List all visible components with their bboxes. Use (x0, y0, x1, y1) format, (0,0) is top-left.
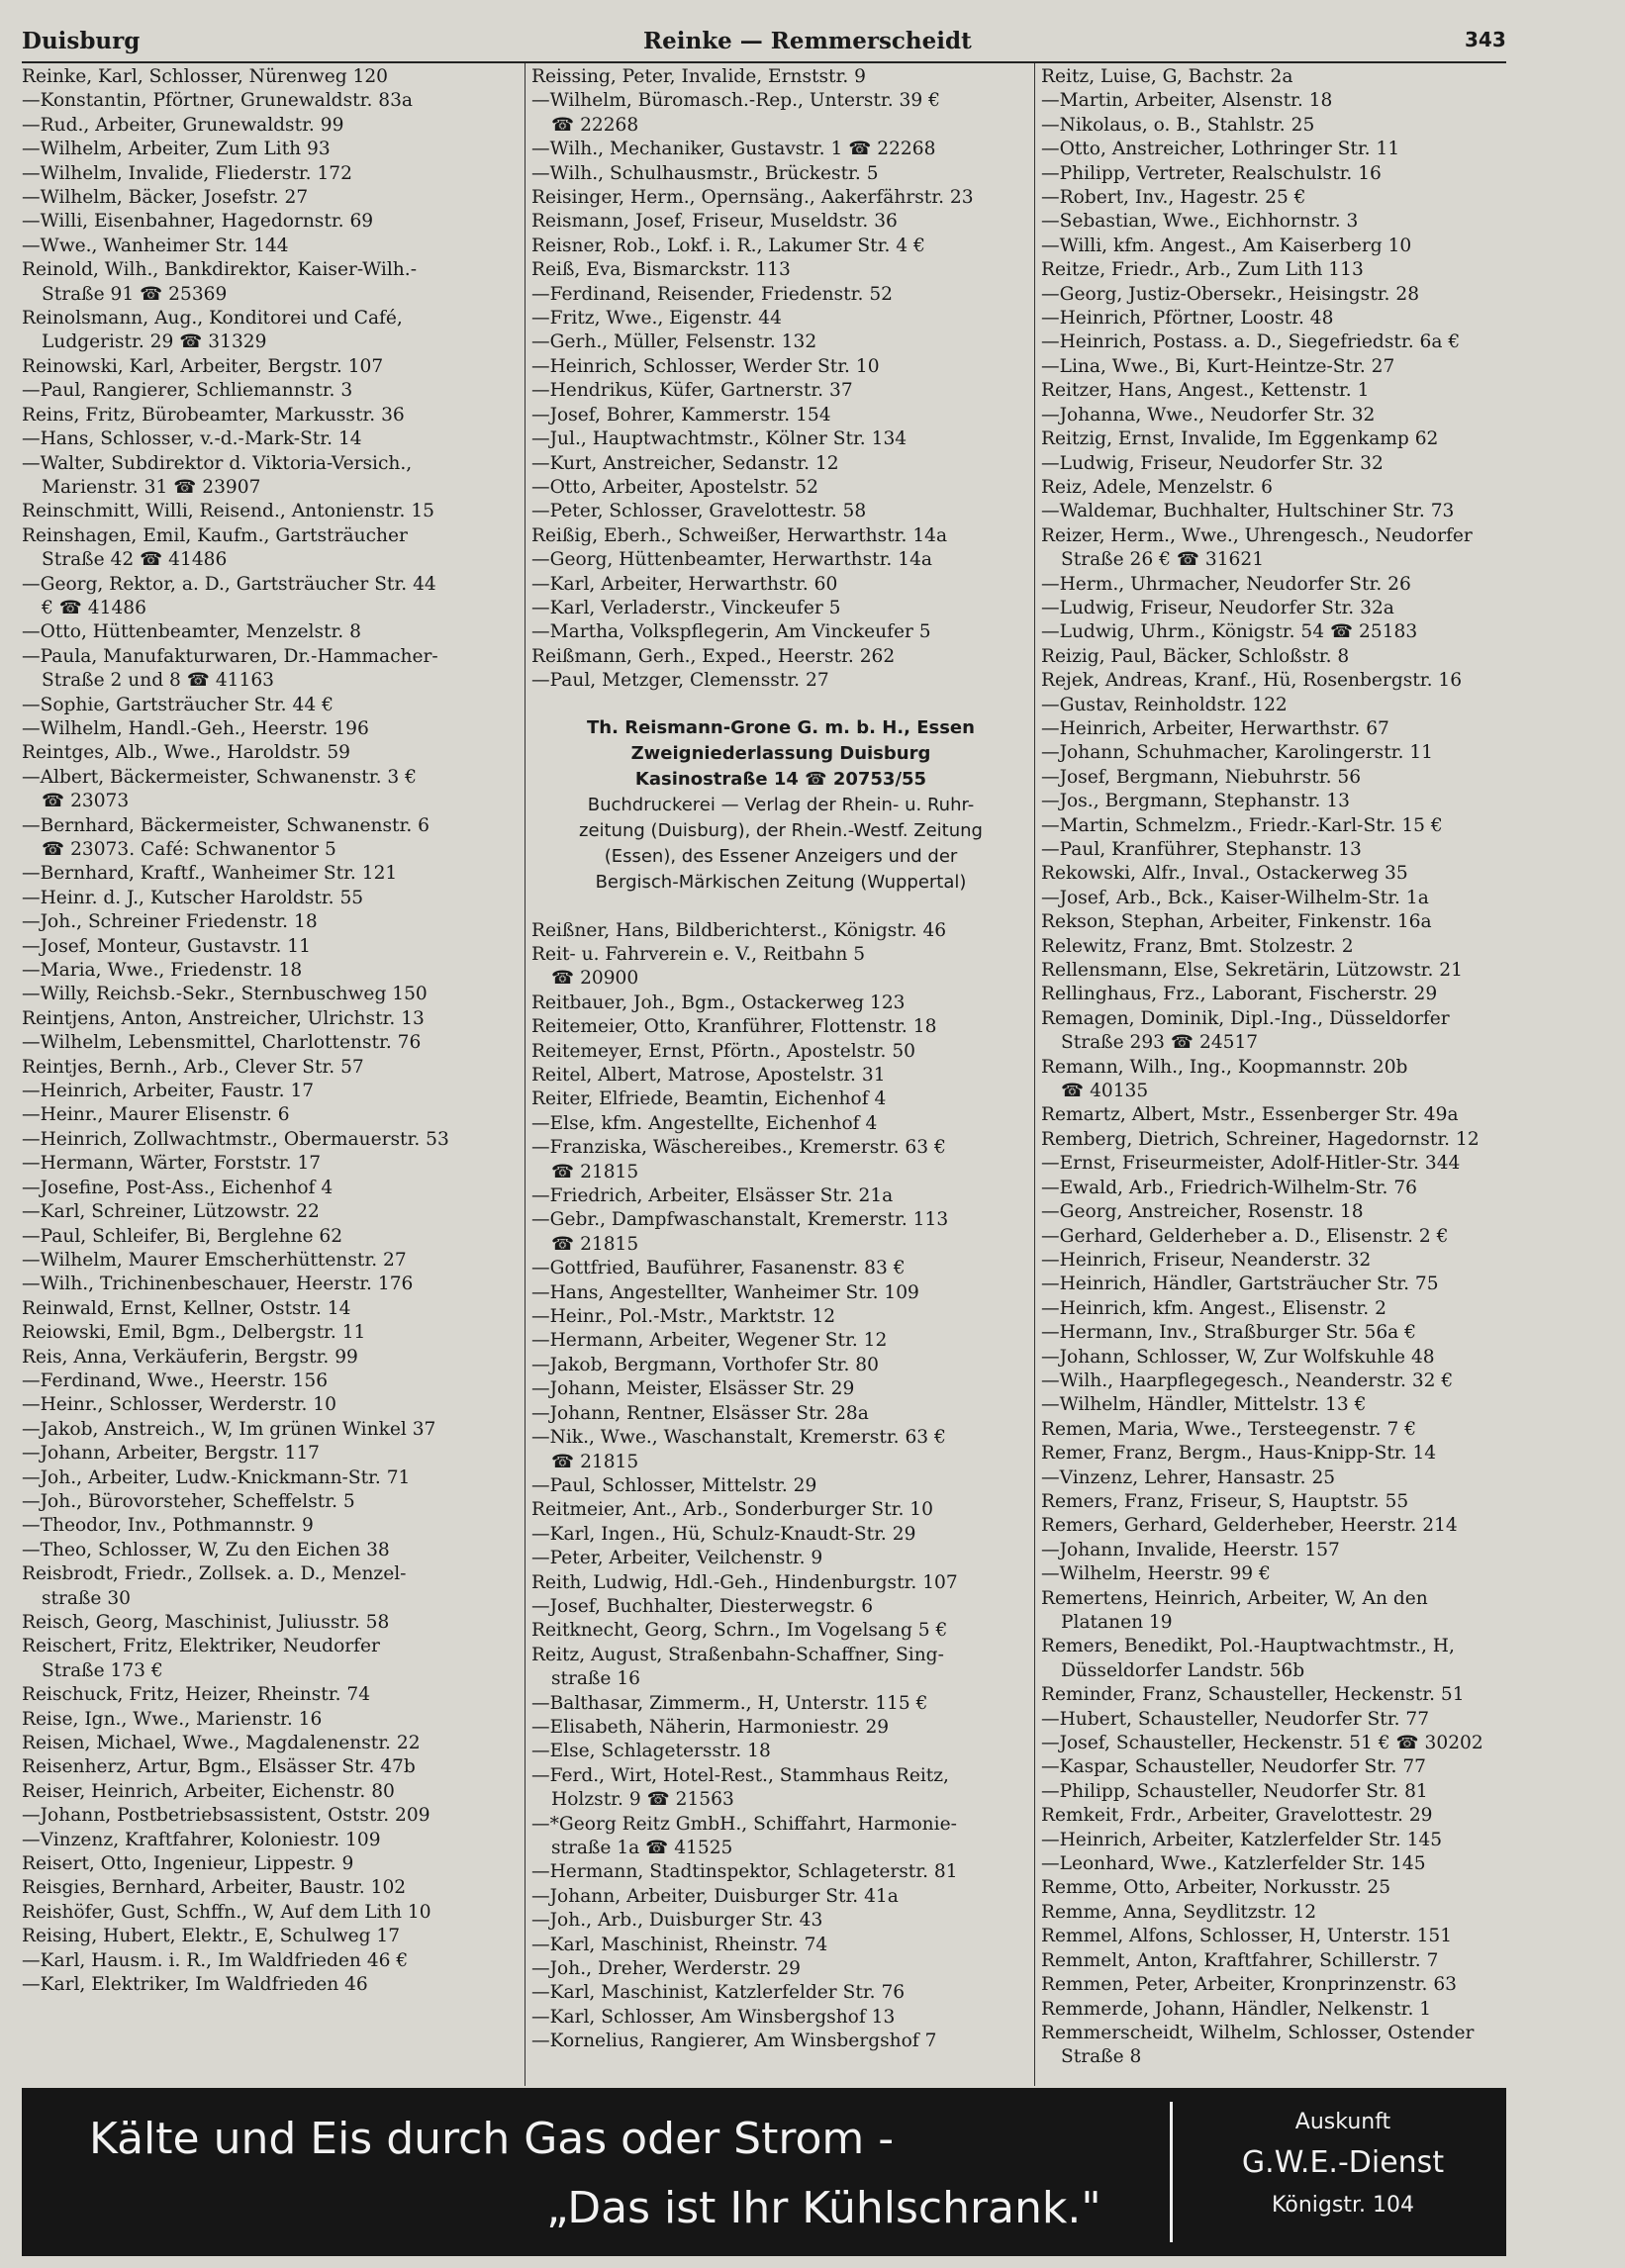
directory-entry-line: —Karl, Ingen., Hü, Schulz-Knaudt-Str. 29 (531, 1523, 916, 1545)
directory-entry-line: —Heinr. d. J., Kutscher Haroldstr. 55 (22, 887, 364, 908)
directory-entry-line: Reitemeyer, Ernst, Pförtn., Apostelstr. 50 (531, 1040, 915, 1062)
directory-entry-line: Reinschmitt, Willi, Reisend., Antonienstr. 15 (22, 501, 435, 522)
directory-entry-line: Reinshagen, Emil, Kaufm., Gartsträucher (22, 524, 408, 546)
directory-entry-line: —Otto, Hüttenbeamter, Menzelstr. 8 (22, 621, 361, 643)
directory-entry-line: —Philipp, Schausteller, Neudorfer Str. 81 (1041, 1780, 1428, 1802)
directory-entry-line: Reiser, Heinrich, Arbeiter, Eichenstr. 80 (22, 1780, 395, 1802)
directory-entry-line: —Kaspar, Schausteller, Neudorfer Str. 77 (1041, 1756, 1426, 1778)
directory-entry-line: Reinold, Wilh., Bankdirektor, Kaiser-Wilh.- (22, 259, 417, 281)
directory-entry-line: —Kornelius, Rangierer, Am Winsbergshof 7 (531, 2031, 937, 2052)
directory-entry-line: —Wilh., Schulhausmstr., Brückestr. 5 (531, 162, 879, 184)
directory-entry-line: —Joh., Schreiner Friedenstr. 18 (22, 911, 318, 933)
directory-entry-line: ☎ 23073 (42, 791, 130, 812)
directory-entry-line: —Nikolaus, o. B., Stahlstr. 25 (1041, 114, 1315, 136)
directory-entry-line: —Heinr., Pol.-Mstr., Marktstr. 12 (531, 1306, 836, 1328)
banner-line-2: „Das ist Ihr Kühlschrank." (546, 2183, 1101, 2233)
directory-entry-line: —Wilh., Trichinenbeschauer, Heerstr. 176 (22, 1274, 414, 1295)
directory-entry-line: ☎ 40135 (1061, 1081, 1149, 1102)
directory-entry-line: —Gottfried, Bauführer, Fasanenstr. 83 € (531, 1258, 906, 1279)
directory-entry-line: Reissing, Peter, Invalide, Ernststr. 9 (531, 66, 866, 87)
directory-entry-line: Straße 26 € ☎ 31621 (1061, 549, 1265, 571)
directory-entry-line: —Heinrich, Postass. a. D., Siegefriedstr. 6a € (1041, 331, 1461, 353)
directory-entry-line: —Maria, Wwe., Friedenstr. 18 (22, 960, 303, 982)
directory-entry-line: —Heinr., Schlosser, Werderstr. 10 (22, 1394, 336, 1416)
directory-entry-line: —Bernhard, Kraftf., Wanheimer Str. 121 (22, 863, 398, 885)
directory-entry-line: —Vinzenz, Kraftfahrer, Koloniestr. 109 (22, 1829, 381, 1850)
directory-entry-line: —Johann, Postbetriebsassistent, Oststr. 209 (22, 1805, 430, 1827)
directory-entry-line: Remberg, Dietrich, Schreiner, Hagedornstr. 12 (1041, 1128, 1480, 1150)
directory-entry-line: Remers, Benedikt, Pol.-Hauptwachtmstr., H, (1041, 1636, 1455, 1657)
directory-entry-line: Reintjens, Anton, Anstreicher, Ulrichstr. 13 (22, 1007, 425, 1029)
directory-entry-line: Reit- u. Fahrverein e. V., Reitbahn 5 (531, 943, 866, 965)
directory-entry-line: —Josef, Schausteller, Heckenstr. 51 € ☎ 30202 (1041, 1733, 1483, 1754)
directory-entry-line: Holzstr. 9 ☎ 21563 (551, 1789, 734, 1811)
directory-entry-line: —Herm., Uhrmacher, Neudorfer Str. 26 (1041, 573, 1411, 595)
directory-entry-line: —Ferd., Wirt, Hotel-Rest., Stammhaus Reitz, (531, 1764, 949, 1786)
directory-entry-line: Remers, Gerhard, Gelderheber, Heerstr. 214 (1041, 1515, 1458, 1537)
directory-entry-line: Reiter, Elfriede, Beamtin, Eichenhof 4 (531, 1088, 887, 1110)
directory-entry-line: —Walter, Subdirektor d. Viktoria-Versich., (22, 452, 413, 474)
banner-info-label: Auskunft (1294, 2110, 1391, 2134)
banner-info-service: G.W.E.-Dienst (1241, 2145, 1445, 2180)
directory-entry-line: —Ernst, Friseurmeister, Adolf-Hitler-Str. 344 (1041, 1153, 1461, 1175)
directory-entry-line: ☎ 20900 (551, 968, 639, 990)
directory-entry-line: —Georg, Anstreicher, Rosenstr. 18 (1041, 1201, 1364, 1223)
directory-entry-line: —Rud., Arbeiter, Grunewaldstr. 99 (22, 114, 344, 136)
directory-entry-line: Straße 173 € (42, 1659, 163, 1681)
directory-entry-line: Reischuck, Fritz, Heizer, Rheinstr. 74 (22, 1684, 371, 1706)
directory-entry-line: —Ludwig, Friseur, Neudorfer Str. 32 (1041, 452, 1384, 474)
page-header (22, 28, 1506, 59)
directory-entry-line: —Josef, Monteur, Gustavstr. 11 (22, 935, 311, 957)
directory-entry-line: —Ludwig, Uhrm., Königstr. 54 ☎ 25183 (1041, 621, 1418, 643)
directory-entry-line: Straße 8 (1061, 2046, 1142, 2068)
directory-entry-line: —Karl, Arbeiter, Herwarthstr. 60 (531, 573, 838, 595)
directory-entry-line: Reitze, Friedr., Arb., Zum Lith 113 (1041, 259, 1364, 281)
directory-entry-line: —Paul, Schleifer, Bi, Berglehne 62 (22, 1225, 343, 1247)
directory-entry-line: Reisbrodt, Friedr., Zollsek. a. D., Menzel- (22, 1563, 407, 1585)
directory-entry-line: Reminder, Franz, Schausteller, Heckenstr. 51 (1041, 1684, 1465, 1706)
directory-entry-line: Reischert, Fritz, Elektriker, Neudorfer (22, 1636, 380, 1657)
directory-entry-line: Reitz, Luise, G, Bachstr. 2a (1041, 66, 1293, 87)
directory-entry-line: —Karl, Maschinist, Rheinstr. 74 (531, 1934, 828, 1955)
directory-entry-line: —Johann, Arbeiter, Bergstr. 117 (22, 1443, 321, 1465)
directory-entry-line: —Karl, Schlosser, Am Winsbergshof 13 (531, 2006, 896, 2028)
directory-entry-line: Reitmeier, Ant., Arb., Sonderburger Str. 10 (531, 1499, 933, 1521)
directory-entry-line: Reismann, Josef, Friseur, Museldstr. 36 (531, 211, 898, 233)
directory-entry-line: —Paul, Metzger, Clemensstr. 27 (531, 670, 829, 692)
directory-entry-line: —Kurt, Anstreicher, Sedanstr. 12 (531, 452, 839, 474)
directory-entry-line: —Gustav, Reinholdstr. 122 (1041, 694, 1288, 715)
directory-entry-line: —Sebastian, Wwe., Eichhornstr. 3 (1041, 211, 1359, 233)
directory-entry-line: Reisch, Georg, Maschinist, Juliusstr. 58 (22, 1612, 390, 1633)
directory-entry-line: —Sophie, Gartsträucher Str. 44 € (22, 694, 334, 715)
directory-entry-line: —Fritz, Wwe., Eigenstr. 44 (531, 308, 782, 330)
directory-entry-line: —Joh., Arb., Duisburger Str. 43 (531, 1910, 823, 1932)
directory-entry-line: —Theodor, Inv., Pothmannstr. 9 (22, 1515, 314, 1537)
advertisement-banner (22, 2088, 1506, 2256)
column-2 (531, 65, 1030, 2084)
directory-entry-line: —Philipp, Vertreter, Realschulstr. 16 (1041, 162, 1382, 184)
directory-entry-line: straße 30 (42, 1587, 131, 1609)
directory-entry-line: —Martin, Arbeiter, Alsenstr. 18 (1041, 90, 1333, 112)
ad-line-5: zeitung (Duisburg), der Rhein.-Westf. Zeitung (579, 819, 983, 841)
directory-entry-line: —Waldemar, Buchhalter, Hultschiner Str. 73 (1041, 501, 1455, 522)
directory-entry-line: —Johann, Schuhmacher, Karolingerstr. 11 (1041, 742, 1433, 764)
directory-entry-line: Remmen, Peter, Arbeiter, Kronprinzenstr. 63 (1041, 1974, 1457, 1996)
directory-entry-line: —Karl, Elektriker, Im Waldfrieden 46 (22, 1974, 368, 1996)
directory-entry-line: —Heinrich, Arbeiter, Katzlerfelder Str. 145 (1041, 1829, 1443, 1850)
header-city: Duisburg (22, 28, 141, 54)
directory-entry-line: Remme, Anna, Seydlitzstr. 12 (1041, 1901, 1317, 1923)
directory-entry-line: —Wilh., Haarpflegegesch., Neanderstr. 32 € (1041, 1370, 1454, 1391)
directory-entry-line: Reizig, Paul, Bäcker, Schloßstr. 8 (1041, 645, 1350, 667)
directory-entry-line: —Franziska, Wäschereibes., Kremerstr. 63 € (531, 1137, 946, 1159)
directory-entry-line: —Theo, Schlosser, W, Zu den Eichen 38 (22, 1539, 390, 1560)
page-number: 343 (1465, 28, 1506, 51)
directory-entry-line: Reising, Hubert, Elektr., E, Schulweg 17 (22, 1926, 401, 1947)
directory-entry-line: —Josef, Arb., Bck., Kaiser-Wilhelm-Str. 1a (1041, 887, 1429, 908)
directory-entry-line: Remmerscheidt, Wilhelm, Schlosser, Ostender (1041, 2022, 1475, 2043)
directory-entry-line: Remann, Wilh., Ing., Koopmannstr. 20b (1041, 1056, 1408, 1078)
directory-entry-line: —Wilh., Mechaniker, Gustavstr. 1 ☎ 22268 (531, 139, 936, 160)
directory-entry-line: —Willi, kfm. Angest., Am Kaiserberg 10 (1041, 235, 1412, 256)
directory-entry-line: Reitel, Albert, Matrose, Apostelstr. 31 (531, 1065, 886, 1086)
directory-entry-line: —Paula, Manufakturwaren, Dr.-Hammacher- (22, 645, 438, 667)
directory-entry-line: —Ferdinand, Reisender, Friedenstr. 52 (531, 283, 893, 305)
directory-entry-line: Reis, Anna, Verkäuferin, Bergstr. 99 (22, 1346, 358, 1368)
directory-entry-line: —Johanna, Wwe., Neudorfer Str. 32 (1041, 404, 1376, 425)
directory-entry-line: —Johann, Meister, Elsässer Str. 29 (531, 1378, 855, 1400)
directory-entry-line: —Gebr., Dampfwaschanstalt, Kremerstr. 113 (531, 1209, 949, 1231)
directory-entry-line: —Georg, Justiz-Obersekr., Heisingstr. 28 (1041, 283, 1420, 305)
directory-entry-line: —Josef, Bohrer, Kammerstr. 154 (531, 404, 831, 425)
directory-entry-line: —Heinrich, Schlosser, Werder Str. 10 (531, 355, 880, 377)
directory-entry-line: —Nik., Wwe., Waschanstalt, Kremerstr. 63 € (531, 1427, 946, 1449)
directory-entry-line: Reisert, Otto, Ingenieur, Lippestr. 9 (22, 1853, 354, 1875)
directory-entry-line: € ☎ 41486 (42, 597, 146, 618)
directory-entry-line: Remen, Maria, Wwe., Tersteegenstr. 7 € (1041, 1418, 1417, 1440)
directory-entry-line: —Otto, Anstreicher, Lothringer Str. 11 (1041, 139, 1400, 160)
directory-entry-line: Reitknecht, Georg, Schrn., Im Vogelsang 5 € (531, 1620, 948, 1642)
directory-entry-line: —Heinrich, Pförtner, Loostr. 48 (1041, 308, 1334, 330)
directory-entry-line: —Wilhelm, Arbeiter, Zum Lith 93 (22, 139, 331, 160)
directory-entry-line: Straße 2 und 8 ☎ 41163 (42, 670, 274, 692)
directory-entry-line: Rellensmann, Else, Sekretärin, Lützowstr. 21 (1041, 960, 1463, 982)
directory-entry-line: Reintges, Alb., Wwe., Haroldstr. 59 (22, 742, 351, 764)
directory-entry-line: Reinowski, Karl, Arbeiter, Bergstr. 107 (22, 355, 384, 377)
directory-entry-line: —Georg, Rektor, a. D., Gartsträucher Str. 44 (22, 573, 436, 595)
directory-entry-line: —Gerh., Müller, Felsenstr. 132 (531, 331, 817, 353)
directory-entry-line: —Elisabeth, Näherin, Harmoniestr. 29 (531, 1716, 890, 1738)
directory-entry-line: —Leonhard, Wwe., Katzlerfelder Str. 145 (1041, 1853, 1426, 1875)
directory-entry-line: —Ewald, Arb., Friedrich-Wilhelm-Str. 76 (1041, 1177, 1417, 1198)
directory-entry-line: —Paul, Kranführer, Stephanstr. 13 (1041, 839, 1362, 860)
directory-entry-line: Reisenherz, Artur, Bgm., Elsässer Str. 47b (22, 1756, 416, 1778)
directory-entry-line: ☎ 22268 (551, 114, 639, 136)
directory-entry-line: —Wilhelm, Handl.-Geh., Heerstr. 196 (22, 717, 369, 739)
directory-entry-line: —Karl, Schreiner, Lützowstr. 22 (22, 1201, 320, 1223)
directory-entry-line: Reiß, Eva, Bismarckstr. 113 (531, 259, 791, 281)
directory-entry-line: —Ferdinand, Wwe., Heerstr. 156 (22, 1370, 329, 1391)
directory-entry-line: Straße 91 ☎ 25369 (42, 283, 228, 305)
directory-entry-line: —Karl, Hausm. i. R., Im Waldfrieden 46 € (22, 1949, 409, 1971)
directory-entry-line: Reishöfer, Gust, Schffn., W, Auf dem Lith 10 (22, 1901, 431, 1923)
directory-entry-line: Reiz, Adele, Menzelstr. 6 (1041, 476, 1273, 498)
directory-entry-line: Relewitz, Franz, Bmt. Stolzestr. 2 (1041, 935, 1354, 957)
directory-entry-line: Reitzer, Hans, Angest., Kettenstr. 1 (1041, 380, 1370, 402)
directory-entry-line: —Vinzenz, Lehrer, Hansastr. 25 (1041, 1466, 1336, 1488)
directory-entry-line: —Balthasar, Zimmerm., H, Unterstr. 115 € (531, 1692, 928, 1714)
directory-entry-line: —Karl, Maschinist, Katzlerfelder Str. 76 (531, 1982, 906, 2004)
column-1 (22, 65, 521, 2084)
ad-line-7: Bergisch-Märkischen Zeitung (Wuppertal) (595, 871, 967, 893)
directory-entry-line: Reinwald, Ernst, Kellner, Oststr. 14 (22, 1297, 351, 1319)
banner-main (22, 2088, 1167, 2256)
directory-entry-line: —Hermann, Arbeiter, Wegener Str. 12 (531, 1330, 888, 1352)
directory-entry-line: Straße 42 ☎ 41486 (42, 549, 228, 571)
directory-entry-line: —Martha, Volkspflegerin, Am Vinckeufer 5 (531, 621, 931, 643)
directory-entry-line: —Hendrikus, Küfer, Gartnerstr. 37 (531, 380, 853, 402)
directory-entry-line: —Konstantin, Pförtner, Grunewaldstr. 83a (22, 90, 414, 112)
directory-entry-line: —Joh., Bürovorsteher, Scheffelstr. 5 (22, 1490, 355, 1512)
directory-entry-line: —Heinrich, Arbeiter, Faustr. 17 (22, 1081, 315, 1102)
directory-entry-line: —Johann, Arbeiter, Duisburger Str. 41a (531, 1885, 899, 1907)
directory-entry-line: —Willi, Eisenbahner, Hagedornstr. 69 (22, 211, 374, 233)
directory-entry-line: Ludgeristr. 29 ☎ 31329 (42, 331, 267, 353)
header-rule (22, 61, 1506, 63)
column-3 (1041, 65, 1540, 2084)
directory-entry-line: Düsseldorfer Landstr. 56b (1061, 1659, 1305, 1681)
directory-entry-line: Remers, Franz, Friseur, S, Hauptstr. 55 (1041, 1490, 1409, 1512)
directory-entry-line: Rellinghaus, Frz., Laborant, Fischerstr. 29 (1041, 984, 1438, 1005)
directory-entry-line: Reinolsmann, Aug., Konditorei und Café, (22, 308, 403, 330)
banner-divider (1170, 2102, 1173, 2242)
directory-entry-line: —Hans, Angestellter, Wanheimer Str. 109 (531, 1281, 919, 1303)
ad-line-3: Kasinostraße 14 ☎ 20753/55 (634, 768, 927, 790)
directory-entry-line: Remmel, Alfons, Schlosser, H, Unterstr. 151 (1041, 1926, 1453, 1947)
directory-entry-line: —Heinr., Maurer Elisenstr. 6 (22, 1104, 290, 1126)
directory-entry-line: —Hans, Schlosser, v.-d.-Mark-Str. 14 (22, 428, 362, 450)
banner-info (1180, 2088, 1506, 2256)
directory-entry-line: Reißig, Eberh., Schweißer, Herwarthstr. 14a (531, 524, 948, 546)
directory-entry-line: —Johann, Rentner, Elsässer Str. 28a (531, 1402, 869, 1424)
ad-line-2: Zweigniederlassung Duisburg (630, 742, 931, 764)
directory-entry-line: —Heinrich, Händler, Gartsträucher Str. 75 (1041, 1274, 1439, 1295)
directory-entry-line: —Hermann, Wärter, Forststr. 17 (22, 1153, 322, 1175)
directory-entry-line: Rejek, Andreas, Kranf., Hü, Rosenbergstr. 16 (1041, 670, 1463, 692)
directory-entry-line: Reinke, Karl, Schlosser, Nürenweg 120 (22, 66, 389, 87)
directory-entry-line: —Georg, Hüttenbeamter, Herwarthstr. 14a (531, 549, 933, 571)
directory-entry-line: —Karl, Verladerstr., Vinckeufer 5 (531, 597, 841, 618)
directory-entry-line: —Bernhard, Bäckermeister, Schwanenstr. 6 (22, 814, 430, 836)
directory-entry-line: Reisgies, Bernhard, Arbeiter, Baustr. 102 (22, 1877, 407, 1899)
directory-entry-line: straße 1a ☎ 41525 (551, 1838, 733, 1858)
directory-entry-line: Reisen, Michael, Wwe., Magdalenenstr. 22 (22, 1733, 421, 1754)
directory-entry-line: Reisner, Rob., Lokf. i. R., Lakumer Str. 4 € (531, 235, 925, 256)
directory-entry-line: Reins, Fritz, Bürobeamter, Markusstr. 36 (22, 404, 405, 425)
directory-entry-line: —Jakob, Bergmann, Vorthofer Str. 80 (531, 1354, 879, 1375)
directory-entry-line: —Peter, Schlosser, Gravelottestr. 58 (531, 501, 867, 522)
directory-entry-line: —Ludwig, Friseur, Neudorfer Str. 32a (1041, 597, 1394, 618)
directory-entry-line: Reitzig, Ernst, Invalide, Im Eggenkamp 62 (1041, 428, 1439, 450)
directory-entry-line: —Albert, Bäckermeister, Schwanenstr. 3 € (22, 766, 417, 788)
directory-entry-line: —Jul., Hauptwachtmstr., Kölner Str. 134 (531, 428, 908, 450)
directory-entry-line: —Wilhelm, Bäcker, Josefstr. 27 (22, 187, 309, 209)
directory-entry-line: Reiowski, Emil, Bgm., Delbergstr. 11 (22, 1322, 366, 1344)
directory-entry-line: Remmelt, Anton, Kraftfahrer, Schillerstr. 7 (1041, 1949, 1439, 1971)
directory-entry-line: —Heinrich, kfm. Angest., Elisenstr. 2 (1041, 1297, 1386, 1319)
banner-line-1: Kälte und Eis durch Gas oder Strom - (89, 2114, 895, 2164)
directory-entry-line: —Wwe., Wanheimer Str. 144 (22, 235, 289, 256)
directory-entry-line: Reintjes, Bernh., Arb., Clever Str. 57 (22, 1056, 364, 1078)
directory-entry-line: Reise, Ign., Wwe., Marienstr. 16 (22, 1708, 323, 1730)
directory-entry-line: —Hubert, Schausteller, Neudorfer Str. 77 (1041, 1708, 1430, 1730)
directory-entry-line: —Wilhelm, Händler, Mittelstr. 13 € (1041, 1394, 1367, 1416)
directory-entry-line: —Else, Schlagetersstr. 18 (531, 1741, 771, 1762)
directory-entry-line: —Gerhard, Gelderheber a. D., Elisenstr. 2 € (1041, 1225, 1449, 1247)
directory-entry-line: Straße 293 ☎ 24517 (1061, 1032, 1259, 1054)
directory-entry-line: Reitz, August, Straßenbahn-Schaffner, Sing- (531, 1644, 944, 1665)
directory-entry-line: straße 16 (551, 1668, 640, 1690)
directory-entry-line: Reitbauer, Joh., Bgm., Ostackerweg 123 (531, 992, 906, 1013)
header-name-range: Reinke — Remmerscheidt (643, 28, 972, 54)
ad-line-6: (Essen), des Essener Anzeigers und der (604, 845, 958, 867)
directory-entry-line: Reizer, Herm., Wwe., Uhrengesch., Neudorfer (1041, 524, 1473, 546)
ad-line-1: Th. Reismann-Grone G. m. b. H., Essen (587, 716, 975, 738)
directory-entry-line: —Hermann, Inv., Straßburger Str. 56a € (1041, 1322, 1416, 1344)
directory-entry-line: —Heinrich, Arbeiter, Herwarthstr. 67 (1041, 717, 1389, 739)
directory-entry-line: —Wilhelm, Maurer Emscherhüttenstr. 27 (22, 1249, 407, 1271)
column-divider (525, 63, 526, 2086)
directory-entry-line: —Johann, Invalide, Heerstr. 157 (1041, 1539, 1340, 1560)
ad-line-4: Buchdruckerei — Verlag der Rhein- u. Ruhr- (587, 794, 975, 815)
directory-entry-line: —Hermann, Stadtinspektor, Schlageterstr. 81 (531, 1861, 958, 1883)
banner-info-address: Königstr. 104 (1272, 2193, 1414, 2218)
directory-entry-line: Remagen, Dominik, Dipl.-Ing., Düsseldorfer (1041, 1007, 1450, 1029)
column-divider (1034, 63, 1035, 2086)
directory-entry-line: Remertens, Heinrich, Arbeiter, W, An den (1041, 1587, 1428, 1609)
directory-entry-line: Rekowski, Alfr., Inval., Ostackerweg 35 (1041, 863, 1408, 885)
directory-entry-line: —Johann, Schlosser, W, Zur Wolfskuhle 48 (1041, 1346, 1435, 1368)
directory-entry-line: Remmerde, Johann, Händler, Nelkenstr. 1 (1041, 1998, 1432, 2020)
directory-entry-line: ☎ 21815 (551, 1451, 639, 1472)
directory-entry-line: —Joh., Dreher, Werderstr. 29 (531, 1958, 802, 1980)
directory-entry-line: —Jos., Bergmann, Stephanstr. 13 (1041, 791, 1350, 812)
directory-entry-line: —*Georg Reitz GmbH., Schiffahrt, Harmonie- (531, 1813, 957, 1835)
directory-entry-line: Rekson, Stephan, Arbeiter, Finkenstr. 16a (1041, 911, 1432, 933)
directory-entry-line: Reißner, Hans, Bildberichterst., Königstr. 46 (531, 919, 947, 941)
directory-entry-line: —Heinrich, Zollwachtmstr., Obermauerstr. 53 (22, 1128, 449, 1150)
directory-entry-line: —Peter, Arbeiter, Veilchenstr. 9 (531, 1548, 823, 1569)
directory-entry-line: Remer, Franz, Bergm., Haus-Knipp-Str. 14 (1041, 1443, 1437, 1465)
directory-entry-line: —Martin, Schmelzm., Friedr.-Karl-Str. 15 € (1041, 814, 1443, 836)
directory-entry-line: —Friedrich, Arbeiter, Elsässer Str. 21a (531, 1185, 894, 1207)
directory-entry-line: —Paul, Schlosser, Mittelstr. 29 (531, 1474, 817, 1496)
directory-entry-line: —Robert, Inv., Hagestr. 25 € (1041, 187, 1306, 209)
directory-entry-line: ☎ 21815 (551, 1233, 639, 1255)
directory-entry-line: —Josef, Buchhalter, Diesterwegstr. 6 (531, 1595, 874, 1617)
directory-entry-line: —Wilhelm, Lebensmittel, Charlottenstr. 76 (22, 1032, 422, 1054)
directory-entry-line: Marienstr. 31 ☎ 23907 (42, 476, 261, 498)
advertisement-box (531, 715, 1030, 896)
directory-entry-line: —Jakob, Anstreich., W, Im grünen Winkel 37 (22, 1418, 436, 1440)
directory-entry-line: —Josef, Bergmann, Niebuhrstr. 56 (1041, 766, 1362, 788)
directory-entry-line: —Willy, Reichsb.-Sekr., Sternbuschweg 150 (22, 984, 428, 1005)
directory-entry-line: —Joh., Arbeiter, Ludw.-Knickmann-Str. 71 (22, 1466, 411, 1488)
directory-entry-line: —Wilhelm, Invalide, Fliederstr. 172 (22, 162, 352, 184)
directory-entry-line: Reisinger, Herm., Opernsäng., Aakerfährstr. 23 (531, 187, 974, 209)
directory-entry-line: Reitemeier, Otto, Kranführer, Flottenstr. 18 (531, 1016, 937, 1038)
directory-entry-line: —Otto, Arbeiter, Apostelstr. 52 (531, 476, 818, 498)
directory-entry-line: —Else, kfm. Angestellte, Eichenhof 4 (531, 1112, 878, 1134)
directory-entry-line: —Lina, Wwe., Bi, Kurt-Heintze-Str. 27 (1041, 355, 1395, 377)
directory-entry-line: —Josefine, Post-Ass., Eichenhof 4 (22, 1177, 334, 1198)
directory-entry-line: ☎ 21815 (551, 1161, 639, 1182)
directory-entry-line: —Heinrich, Friseur, Neanderstr. 32 (1041, 1249, 1372, 1271)
directory-entry-line: Reißmann, Gerh., Exped., Heerstr. 262 (531, 645, 896, 667)
directory-entry-line: —Wilhelm, Heerstr. 99 € (1041, 1563, 1271, 1585)
directory-entry-line: Remkeit, Frdr., Arbeiter, Gravelottestr. 29 (1041, 1805, 1433, 1827)
directory-entry-line: —Wilhelm, Büromasch.-Rep., Unterstr. 39 € (531, 90, 940, 112)
directory-entry-line: Remme, Otto, Arbeiter, Norkusstr. 25 (1041, 1877, 1391, 1899)
directory-entry-line: Remartz, Albert, Mstr., Essenberger Str. 49a (1041, 1104, 1459, 1126)
directory-entry-line: Platanen 19 (1061, 1612, 1173, 1633)
directory-entry-line: ☎ 23073. Café: Schwanentor 5 (42, 839, 336, 860)
directory-entry-line: Reith, Ludwig, Hdl.-Geh., Hindenburgstr. 107 (531, 1571, 958, 1593)
directory-entry-line: —Paul, Rangierer, Schliemannstr. 3 (22, 380, 353, 402)
